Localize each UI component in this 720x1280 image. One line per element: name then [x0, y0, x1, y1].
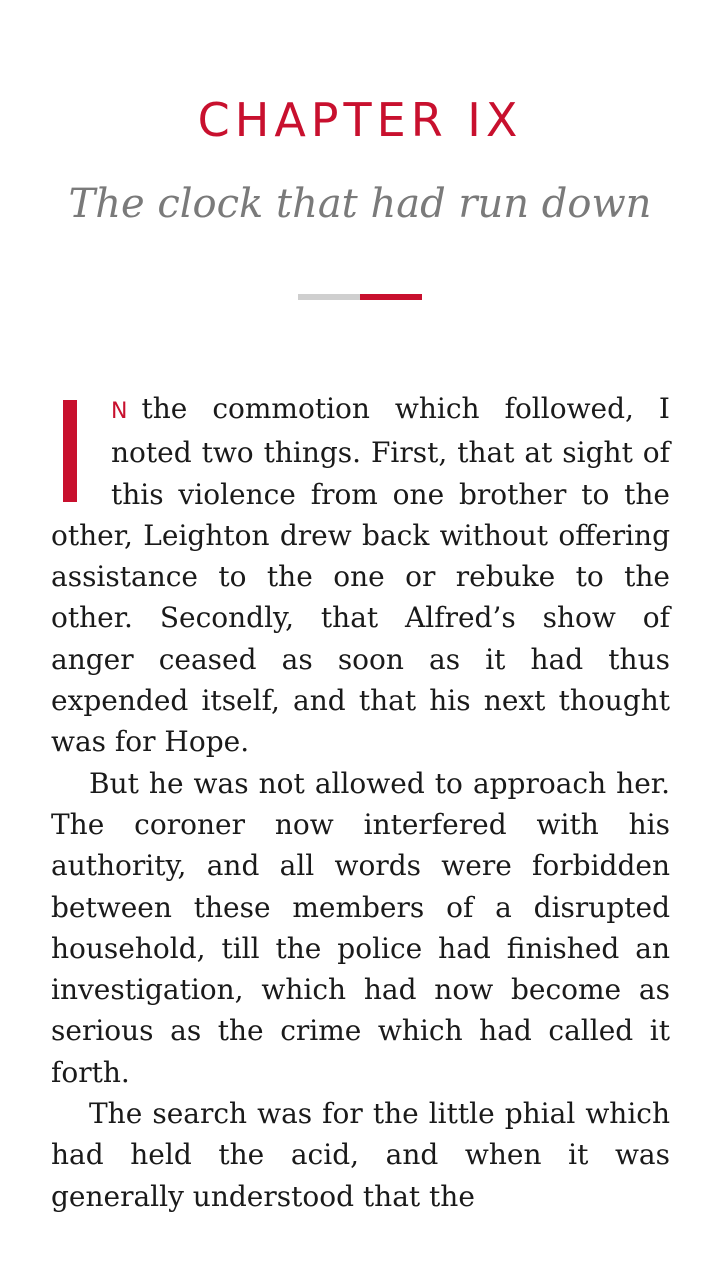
divider-red-segment: [360, 294, 422, 300]
paragraph-2: But he was not allowed to approach her. The coroner now interfered with his authority, and all words were forbidden between these members of a disrupted household, till the police had finished an investigation, which had now become as serious as the crime which had called it forth.: [51, 766, 670, 1089]
chapter-title: The clock that had run down: [68, 181, 652, 227]
paragraph-1: [51, 388, 670, 763]
small-cap-letter: N: [111, 399, 128, 424]
chapter-divider: [298, 294, 422, 300]
chapter-body[interactable]: [51, 388, 670, 1217]
chapter-number: CHAPTER IX: [197, 93, 523, 147]
divider-gray-segment: [298, 294, 360, 300]
paragraph-3: The search was for the little phial which had held the acid, and when it was generally understood that the: [51, 1097, 670, 1213]
drop-cap-letter-i: [63, 400, 77, 502]
paragraph-1-text: the commotion which followed, I noted two things. First, that at sight of this violence from one brother to the other, Leighton drew back without offering assistance to the one or rebuke to the other. Secondly, that Alfred’s show of anger ceased as soon as it had thus expended itself, and that his next thought was for Hope.: [51, 392, 670, 759]
